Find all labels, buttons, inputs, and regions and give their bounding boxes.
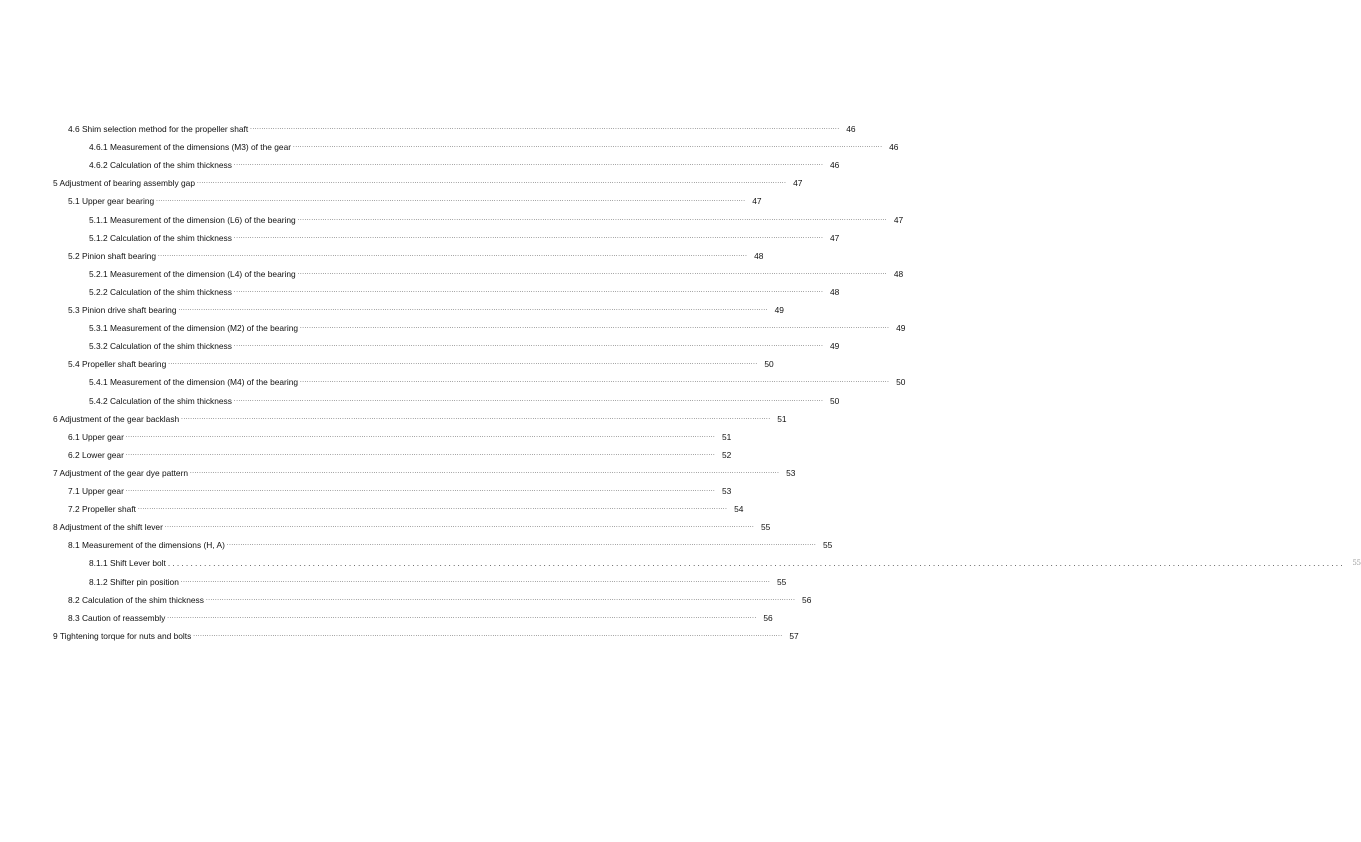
toc-entry-page-number: 50 (830, 395, 840, 406)
toc-entry[interactable] (68, 536, 833, 551)
toc-entry[interactable] (68, 247, 764, 261)
toc-entry[interactable] (68, 482, 732, 496)
toc-entry[interactable] (89, 265, 904, 279)
toc-dot-leader: .................................................................................................................................................................................................................................................................... (233, 233, 824, 240)
toc-entry-page-number: 57 (789, 630, 799, 641)
toc-dot-leader: .................................................................................................................................................................................................................................................................... (297, 215, 888, 222)
toc-entry-page-number: 53 (786, 467, 796, 478)
toc-entry-page-number: 56 (802, 594, 812, 605)
toc-entry-label: 8.1.2 Shifter pin position (89, 576, 179, 587)
toc-entry[interactable] (89, 319, 906, 334)
toc-entry[interactable] (68, 609, 773, 623)
toc-entry-page-number: 47 (752, 196, 762, 207)
toc-dot-leader: .................................................................................................................................................................................................................................................................... (300, 378, 890, 385)
toc-dot-leader: .................................................................................................................................................................................................................................................................... (156, 197, 746, 204)
toc-dot-leader: .................................................................................................................................................................................................................................................................... (233, 161, 824, 168)
toc-dot-leader: .................................................................................................................................................................................................................................................................... (250, 125, 840, 131)
toc-entry[interactable] (89, 229, 840, 243)
toc-dot-leader: .................................................................................................................................................................................................................................................................... (205, 595, 796, 602)
toc-entry-label: 4.6 Shim selection method for the propeller shaft (68, 124, 249, 134)
toc-dot-leader: .................................................................................................................................................................................................................................................................... (233, 342, 824, 349)
toc-entry-page-number: 55 (822, 540, 833, 551)
toc-dot-leader: .................................................................................................................................................................................................................................................................... (125, 432, 716, 439)
toc-dot-leader: .................................................................................................................................................................................................................................................................... (158, 251, 748, 258)
toc-dot-leader: .................................................................................................................................................................................................................................................................... (168, 360, 758, 367)
toc-dot-leader: .................................................................................................................................................................................................................................................................... (137, 505, 728, 512)
toc-entry-page-number: 47 (893, 214, 904, 225)
toc-entry[interactable] (53, 174, 803, 189)
toc-entry-label: 5 Adjustment of bearing assembly gap (53, 178, 195, 189)
toc-entry[interactable] (53, 410, 787, 424)
toc-entry-page-number: 55 (760, 522, 771, 533)
toc-entry-page-number: 50 (896, 377, 906, 388)
toc-entry-label: 5.4.1 Measurement of the dimension (M4) of the bearing (89, 377, 299, 388)
toc-dot-leader: .................................................................................................................................................................................................................................................................... (167, 613, 757, 620)
toc-entry-page-number: 56 (763, 612, 773, 623)
toc-entry[interactable] (68, 192, 762, 207)
toc-entry[interactable] (68, 591, 812, 605)
toc-entry[interactable] (89, 337, 840, 352)
toc-entry[interactable] (89, 392, 840, 406)
toc-entry-label: 6.1 Upper gear (68, 431, 124, 442)
toc-entry[interactable] (89, 554, 1361, 569)
toc-dot-leader: .................................................................................................................................................................................................................................................................... (226, 541, 817, 548)
toc-entry-page-number: 49 (830, 341, 840, 352)
toc-entry-label: 5.1.2 Calculation of the shim thickness (89, 232, 232, 243)
toc-dot-leader: .................................................................................................................................................................................................................................................................... (197, 179, 787, 186)
toc-entry-label: 5.2.1 Measurement of the dimension (L4) of the bearing (89, 268, 296, 279)
toc-entry-label: 7 Adjustment of the gear dye pattern (53, 467, 189, 478)
toc-entry[interactable] (53, 518, 771, 533)
toc-entry-label: 5.3.2 Calculation of the shim thickness (89, 341, 232, 352)
toc-entry-page-number: 51 (721, 431, 732, 442)
toc-entry-label: 5.3 Pinion drive shaft bearing (68, 305, 177, 315)
toc-entry[interactable] (68, 120, 856, 134)
toc-entry-label: 5.4.2 Calculation of the shim thickness (89, 395, 232, 406)
toc-entry-label: 8 Adjustment of the shift lever (53, 522, 163, 533)
toc-entry-label: 5.4 Propeller shaft bearing (68, 359, 167, 370)
toc-entry-label: 4.6.2 Calculation of the shim thickness (89, 160, 232, 171)
toc-entry-label: 5.1 Upper gear bearing (68, 196, 155, 207)
toc-entry[interactable] (89, 573, 787, 587)
toc-entry-page-number: 48 (830, 286, 840, 297)
toc-dot-leader: .................................................................................................................................................................................................................................................................... (125, 450, 716, 457)
toc-dot-leader: .................................................................................................................................................................................................................................................................... (190, 468, 780, 475)
toc-dot-leader: .................................................................................................................................................................................................................................................................... (297, 269, 888, 276)
toc-entry-page-number: 55 (776, 576, 787, 587)
toc-dot-leader: .................................................................................................................................................................................................................................................................... (181, 414, 771, 421)
toc-entry-label: 5.2 Pinion shaft bearing (68, 250, 156, 261)
toc-entry-page-number: 51 (777, 413, 787, 424)
toc-entry-page-number: 54 (734, 504, 744, 515)
toc-entry[interactable] (89, 373, 906, 388)
toc-entry-page-number: 46 (830, 160, 840, 171)
toc-entry-label: 7.1 Upper gear (68, 486, 124, 496)
toc-entry-page-number: 50 (764, 359, 774, 370)
toc-entry-page-number: 55 (1352, 558, 1361, 568)
toc-entry-label: 6.2 Lower gear (68, 449, 124, 460)
toc-entry-page-number: 53 (721, 486, 732, 496)
toc-entry[interactable] (53, 464, 796, 478)
toc-entry[interactable] (68, 500, 744, 515)
toc-dot-leader: .................................................................................................................................................................................................................................................................... (293, 143, 883, 150)
toc-entry-label: 5.3.1 Measurement of the dimension (M2) of the bearing (89, 323, 299, 334)
toc-entry-label: 8.1.1 Shift Lever bolt (89, 558, 166, 569)
toc-entry-label: 4.6.1 Measurement of the dimensions (M3) of the gear (89, 142, 292, 153)
toc-entry[interactable] (89, 283, 840, 297)
toc-entry-label: 7.2 Propeller shaft (68, 504, 136, 515)
toc-entry-page-number: 47 (830, 232, 840, 243)
toc-entry-label: 5.2.2 Calculation of the shim thickness (89, 286, 232, 297)
toc-entry-label: 5.1.1 Measurement of the dimension (L6) of the bearing (89, 214, 296, 225)
toc-entry-label: 9 Tightening torque for nuts and bolts (53, 630, 192, 641)
toc-entry[interactable] (53, 627, 799, 641)
toc-entry[interactable] (89, 138, 899, 153)
toc-dot-leader: .................................................................................................................................................................................................................................................................... (164, 523, 755, 530)
toc-dot-leader: .................................................................................................................................................................................................................................................................... (167, 558, 1345, 569)
toc-dot-leader: .................................................................................................................................................................................................................................................................... (233, 396, 824, 403)
toc-entry[interactable] (68, 428, 732, 442)
toc-entry-label: 8.2 Calculation of the shim thickness (68, 594, 204, 605)
toc-entry-page-number: 48 (893, 268, 904, 279)
toc-dot-leader: .................................................................................................................................................................................................................................................................... (233, 287, 824, 294)
toc-entry-page-number: 47 (793, 178, 803, 189)
toc-entry[interactable] (89, 156, 840, 171)
toc-entry-label: 6 Adjustment of the gear backlash (53, 413, 180, 424)
toc-entry-page-number: 49 (896, 323, 906, 334)
toc-entry-page-number: 48 (754, 250, 764, 261)
toc-entry[interactable] (68, 446, 732, 460)
toc-entry-page-number: 52 (721, 449, 732, 460)
toc-entry-label: 8.3 Caution of reassembly (68, 612, 166, 623)
toc-dot-leader: .................................................................................................................................................................................................................................................................... (178, 306, 768, 312)
toc-entry-page-number: 46 (889, 142, 899, 153)
toc-entry[interactable] (68, 301, 784, 315)
toc-dot-leader: .................................................................................................................................................................................................................................................................... (193, 631, 783, 638)
toc-entry[interactable] (68, 355, 774, 370)
toc-dot-leader: .................................................................................................................................................................................................................................................................... (300, 324, 890, 331)
toc-entry-page-number: 49 (774, 305, 784, 315)
toc-entry-page-number: 46 (846, 124, 856, 134)
toc-entry[interactable] (89, 211, 904, 225)
toc-entry-label: 8.1 Measurement of the dimensions (H, A) (68, 540, 225, 551)
toc-dot-leader: .................................................................................................................................................................................................................................................................... (125, 487, 716, 493)
toc-dot-leader: .................................................................................................................................................................................................................................................................... (180, 577, 771, 584)
